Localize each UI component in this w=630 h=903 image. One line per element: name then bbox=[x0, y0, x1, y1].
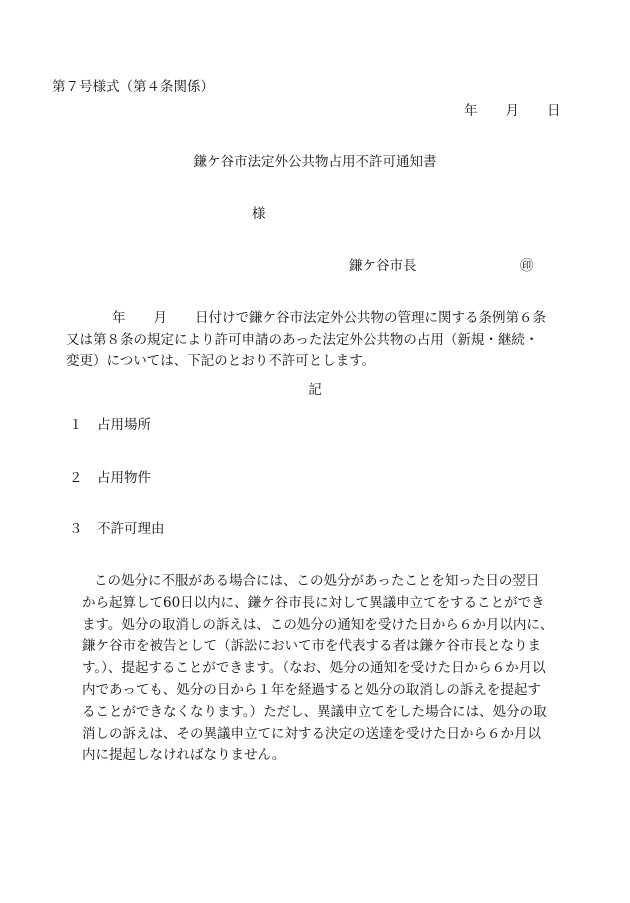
document-title: 鎌ケ谷市法定外公共物占用不許可通知書 bbox=[193, 154, 437, 170]
item-label: 占用場所 bbox=[97, 417, 151, 433]
date-month: 月 bbox=[505, 103, 519, 119]
body-month: 月 bbox=[153, 310, 167, 326]
body-line-1 bbox=[66, 308, 566, 330]
body-line-3: 変更）については、下記のとおり不許可とします。 bbox=[66, 353, 376, 369]
body-line-1-text: 日付けで鎌ケ谷市法定外公共物の管理に関する条例第６条 bbox=[195, 310, 546, 326]
notice-line: ることができなくなります。）ただし、異議申立てをした場合には、処分の取 bbox=[82, 703, 547, 720]
seal-mark: ㊞ bbox=[520, 258, 534, 274]
notice-line: ます。処分の取消しの訴えは、この処分の通知を受けた日から６か月以内に、 bbox=[82, 616, 554, 633]
notice-line: す。）、提起することができます。（なお、処分の通知を受けた日から６か月以 bbox=[82, 660, 546, 677]
notice-line: 消しの訴えは、その異議申立てに対する決定の送達を受けた日から６か月以 bbox=[82, 725, 541, 742]
item-label: 不許可理由 bbox=[97, 521, 165, 537]
notice-line: この処分に不服がある場合には、この処分があったことを知った日の翌日 bbox=[94, 573, 540, 589]
appeal-notice bbox=[82, 571, 553, 767]
notice-line: 鎌ケ谷市を被告として（訴訟において市を代表する者は鎌ケ谷市長となりま bbox=[82, 638, 541, 655]
date-line bbox=[464, 101, 561, 121]
item-occupancy-place bbox=[69, 415, 151, 435]
item-number: ３ bbox=[69, 521, 83, 537]
issuer-name: 鎌ケ谷市長 bbox=[349, 258, 417, 274]
item-label: 占用物件 bbox=[97, 470, 151, 486]
item-denial-reason bbox=[69, 519, 165, 539]
item-number: １ bbox=[69, 417, 83, 433]
notice-line: から起算して60日以内に、鎌ケ谷市長に対して異議申立てをすることができ bbox=[82, 594, 545, 611]
body-paragraph bbox=[66, 308, 566, 373]
item-number: ２ bbox=[69, 470, 83, 486]
notice-line: 内であっても、処分の日から１年を経過すると処分の取消しの訴えを提起す bbox=[82, 681, 541, 698]
date-day: 日 bbox=[547, 103, 561, 119]
addressee-suffix: 様 bbox=[252, 206, 266, 222]
form-label: 第７号様式（第４条関係） bbox=[52, 79, 214, 95]
body-line-2: 又は第８条の規定により許可申請のあった法定外公共物の占用（新規・継続・ bbox=[66, 331, 539, 348]
body-year: 年 bbox=[112, 310, 126, 326]
notice-line: 内に提起しなければなりません。 bbox=[82, 747, 286, 764]
ki-heading: 記 bbox=[308, 382, 322, 398]
item-occupancy-object bbox=[69, 468, 151, 488]
date-year: 年 bbox=[464, 103, 478, 119]
